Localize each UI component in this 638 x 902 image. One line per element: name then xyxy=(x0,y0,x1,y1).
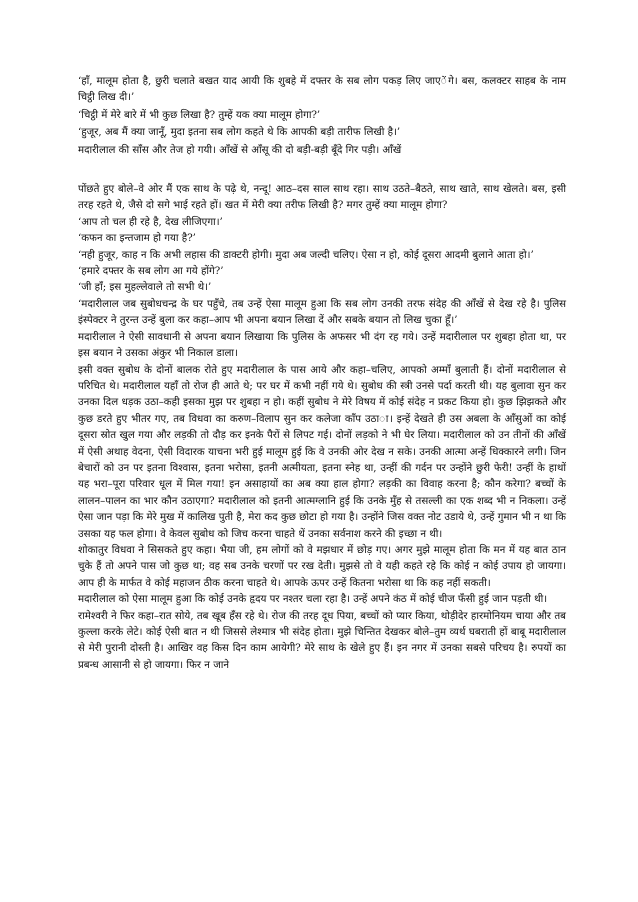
paragraph: मदारीलाल ने ऐसी सावधानी से अपना बयान लिखाया कि पुलिस के अफसर भी दंग रह गये। उन्हें मदारीलाल पर शुबहा होता था, पर इस बयान ने उसका अंकुर भी निकाल डाला। xyxy=(78,331,566,360)
dialogue-line: ‘आप तो चल ही रहे है, देख लीजिएगा।’ xyxy=(78,216,223,228)
dialogue-line: ‘हमारे दफ्तर के सब लोग आ गये होंगे?’ xyxy=(78,266,224,278)
text-block-top xyxy=(78,74,566,159)
narration-line: मदारीलाल की साँस और तेज हो गयी। आँखें से आँसू की दो बड़ी-बड़ी बूँदे गिर पड़ी। आँखें xyxy=(78,144,402,156)
paragraph: इसी वक्त सुबोध के दोनों बालक रोते हुए मदारीलाल के पास आये और कहा–चलिए, आपको अम्माँ बुलाती हैं। दोनों मदारीलाल से परिचित थे। मदारीलाल यहाँ तो रोज ही आते थे; पर घर में कभी नहीं गये थे। सुबोध की स्त्री उनसे पर्दा करती थी। यह बुलावा सुन कर उनका दिल धड़क उठा–कही इसका मुझ पर शुबहा न हो। कहीं सुबोध ने मेरे विषय में कोई संदेह न प्रकट किया हो। कुछ झिझकते और कुछ डरते हुए भीतर गए, तब विधवा का करुण–विलाप सुन कर कलेजा काँप उठा◌ा। इन्हें देखते ही उस अबला के आँसुओं का कोई दूसरा स्रोत खुल गया और लड़की तो दौड़ कर इनके पैरों से लिपट गई। दोनों लड़को ने भी घेर लिया। मदारीलाल को उन तीनों की आँखें में ऐसी अथाह वेदना, ऐसी विदारक याचना भरी हुई मालूम हुई कि वे उनकी ओर देख न सके। उनकी आत्मा अन्हें धिक्कारने लगी। जिन बेचारों को उन पर इतना विश्वास, इतना भरोसा, इतनी अत्मीयता, इतना स्नेह था, उन्हीं की गर्दन पर उन्होंने छुरी फेरी! उन्हीं के हाथों यह भरा–पूरा परिवार धूल में मिल गया! इन असाहायों का अब क्या हाल होगा? लड़की का विवाह करना है; कौन करेगा? बच्चों के लालन–पालन का भार कौन उठाएगा? मदारीलाल को इतनी आत्मग्लानि हुई कि उनके मुँह से तसल्ली का एक शब्द भी न निकला। उन्हें ऐसा जान पड़ा कि मेरे मुख में कालिख पुती है, मेरा कद कुछ छोटा हो गया है। उन्होंने जिस वक्त नोट उडाये थे, उन्हें गुमान भी न था कि उसका यह फल होगा। वे केवल सुबोध को जिच करना चाहते थें उनका सर्वनाश करने की इच्छा न थी। xyxy=(78,364,566,540)
paragraph: ‘मदारीलाल जब सुबोधचन्द्र के घर पहुँचे, तब उन्हें ऐसा मालूम हुआ कि सब लोग उनकी तरफ संदेह की आँखें से देख रहे है। पुलिस इंस्पेक्टर ने तुरन्त उन्हें बुला कर कहा–आप भी अपना बयान लिखा दें और सबके बयान तो लिख चुका हूँ।’ xyxy=(78,298,566,327)
paragraph: रामेश्वरी ने फिर कहा–रात सोये, तब खूब हँस रहे थे। रोज की तरह दूध पिया, बच्चों को प्यार किया, थोड़ीदेर हारमोनियम चाया और तब कुल्ला करके लेटे। कोई ऐसी बात न थी जिससे लेश्मात्र भी संदेह होता। मुझे चिन्तित देखकर बोले–तुम व्यर्थ घबराती हों बाबू मदारीलाल से मेरी पुरानी दोस्ती है। आखिर वह किस दिन काम आयेगी? मेरे साथ के खेले हुए हैं। इन नगर में उनका सबसे परिचय है। रुपयों का प्रबन्ध आसानी से हो जायगा। फिर न जाने xyxy=(78,610,566,671)
paragraph: पोंछते हुए बोले–वे ओर मैं एक साथ के पढ़े थे, नन्दू! आठ–दस साल साथ रहा। साथ उठते–बैठते, साथ खाते, साथ खेलते। बस, इसी तरह रहते थे, जैसे दो सगे भाई रहते हों। खत में मेरी क्या तरीफ लिखी है? मगर तुम्हें क्या मालूम होगा? xyxy=(78,184,566,212)
dialogue-line: ‘हुजूर, अब मैं क्या जानूँ, मुदा इतना सब लोग कहते थे कि आपकी बड़ी तारीफ लिखी है।’ xyxy=(78,127,401,139)
section-gap xyxy=(78,160,566,182)
text-block-main xyxy=(78,182,566,674)
paragraph: शोकातुर विधवा ने सिसकते हुए कहा। भैया जी, हम लोगों को वे मझधार में छोड़ गए। अगर मुझे मालूम होता कि मन में यह बात ठान चुके हैं तो अपने पास जो कुछ था; वह सब उनके चरणों पर रख देती। मुझसे तो वे यही कहते रहे कि कोई न कोई उपाय हो जायगा। आप ही के मार्फत वे कोई महाजन ठीक करना चाहते थे। आपके ऊपर उन्हें कितना भरोसा था कि कह नहीं सकती। xyxy=(78,544,566,589)
dialogue-line: ‘जी हाँ; इस मुहल्लेवाले तो सभी थे।’ xyxy=(78,282,212,294)
dialogue-line: ‘चिट्ठी में मेरे बारे में भी कुछ लिखा है? तुम्हें यक क्या मालूम होगा?’ xyxy=(78,109,321,121)
dialogue-line: ‘नही हुजूर, काह न कि अभी लहास की डाक्टरी होगी। मुदा अब जल्दी चलिए। ऐसा न हो, कोई दूसरा आदमी बुलाने आता हो।’ xyxy=(78,249,534,261)
document-page xyxy=(78,74,566,674)
dialogue-line: ‘कफन का इन्तजाम हो गया है?’ xyxy=(78,233,196,245)
dialogue-line: ‘हाँ, मालूम होता है, छुरी चलाते बखत याद आयी कि शुबहे में दफ्तर के सब लोग पकड़ लिए जाए◌ेंगे। बस, कलक्टर साहब के नाम चिट्ठी लिख दी।’ xyxy=(78,76,566,104)
paragraph: मदारीलाल को ऐसा मालूम हुआ कि कोई उनके हृदय पर नश्तर चला रहा है। उन्हें अपने कंठ में कोई चीज फँसी हुई जान पड़ती थी। xyxy=(78,594,548,606)
